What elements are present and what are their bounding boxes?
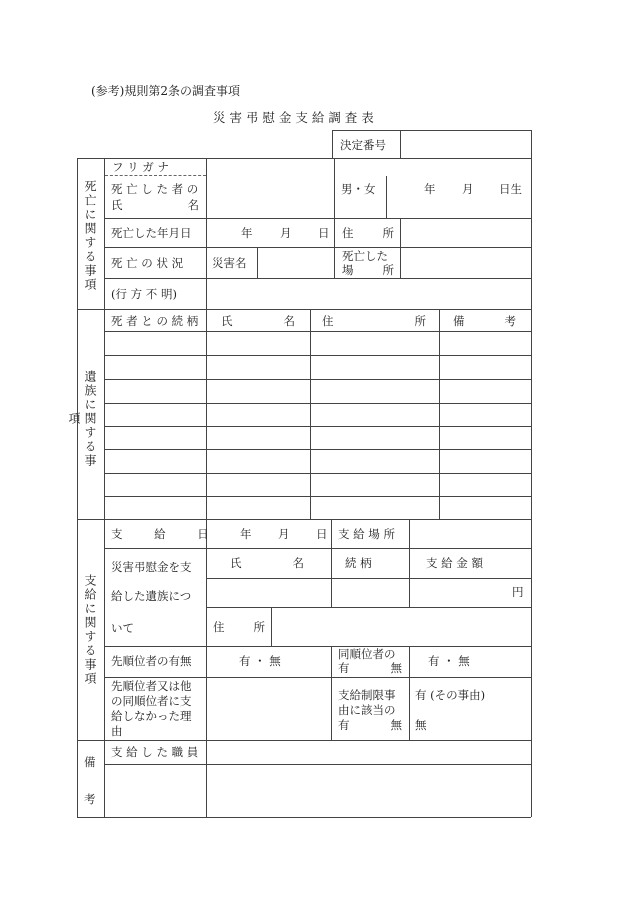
address-label-part: 所 xyxy=(382,226,394,240)
birth-day-label: 日生 xyxy=(499,182,522,196)
same-rank-label: 同順位者の xyxy=(338,647,396,661)
reason-label-2: の同順位者に支 xyxy=(111,694,192,708)
section-family-label: 遺族に関する事項 xyxy=(67,370,97,468)
missing-detail-field[interactable] xyxy=(207,279,530,308)
col-address-part: 住 xyxy=(322,314,334,328)
birth-month-label: 月 xyxy=(462,182,474,196)
bereaved-name-part: 名 xyxy=(292,556,304,570)
yen-unit: 円 xyxy=(512,585,524,599)
bereaved-address-part: 住 xyxy=(213,620,225,634)
remarks-label-2: 考 xyxy=(84,792,96,806)
col-name-part: 名 xyxy=(283,314,295,328)
furigana-label: フ リ ガ ナ xyxy=(112,160,169,174)
name-label-part: 名 xyxy=(187,198,199,212)
payment-date-label xyxy=(111,527,223,541)
col-name-part: 氏 xyxy=(221,314,233,328)
payment-amount-header: 支 給 金 額 xyxy=(426,556,483,570)
col-address-part: 所 xyxy=(414,314,426,328)
reason-field[interactable] xyxy=(207,678,330,739)
bereaved-label-1: 災害弔慰金を支 xyxy=(111,560,192,574)
limit-label-2: 由に該当の xyxy=(338,703,396,717)
death-year-label: 年 xyxy=(241,226,253,240)
disaster-name-field[interactable] xyxy=(258,248,333,277)
payment-place-label: 支 給 場 所 xyxy=(338,527,395,541)
remarks-label-1: 備 xyxy=(84,755,96,769)
place-label-part: 所 xyxy=(382,263,394,277)
section-payment-label: 支給に関する事項 xyxy=(83,573,97,686)
form-title: 災 害 弔 慰 金 支 給 調 査 表 xyxy=(213,110,374,125)
limit-label-part: 無 xyxy=(390,718,402,732)
reason-label-1: 先順位者又は他 xyxy=(111,679,192,693)
same-rank-part: 無 xyxy=(390,661,402,675)
col-relation-header: 死 者 と の 続 柄 xyxy=(111,314,199,328)
remarks-field[interactable] xyxy=(105,765,530,816)
same-rank-selector[interactable]: 有 ・ 無 xyxy=(428,654,470,668)
bereaved-label-2: 給した遺族につ xyxy=(111,589,192,603)
death-date-label: 死亡した年月日 xyxy=(111,226,192,240)
name-label-part: 氏 xyxy=(111,198,123,212)
death-day-label: 日 xyxy=(318,226,330,240)
disaster-name-label: 災害名 xyxy=(212,256,247,270)
col-note-part: 備 xyxy=(453,314,465,328)
death-month-label: 月 xyxy=(280,226,292,240)
bereaved-name-part: 氏 xyxy=(230,556,242,570)
payment-place-field[interactable] xyxy=(410,520,530,547)
bereaved-relation-field[interactable] xyxy=(332,579,408,606)
limit-no-option[interactable]: 無 xyxy=(415,718,427,732)
bereaved-address-field[interactable] xyxy=(272,608,530,645)
limit-label-1: 支給制限事 xyxy=(338,688,396,702)
bereaved-label-3: いて xyxy=(111,621,134,635)
furigana-field[interactable] xyxy=(207,159,333,175)
limit-label-part: 有 xyxy=(338,718,350,732)
staff-field[interactable] xyxy=(207,741,530,763)
reference-note: (参考)規則第2条の調査事項 xyxy=(91,84,240,98)
death-place-label: 死亡した xyxy=(342,249,388,263)
decision-number-label: 決定番号 xyxy=(340,138,386,152)
decision-number-field[interactable] xyxy=(401,131,530,157)
family-rows-area[interactable] xyxy=(105,332,530,518)
col-note-part: 考 xyxy=(504,314,516,328)
reason-label-4: 由 xyxy=(111,724,123,738)
payment-date-text: 支 給 日 xyxy=(111,527,223,541)
staff-label: 支 給 し た 職 員 xyxy=(111,745,199,759)
same-rank-part: 有 xyxy=(338,661,350,675)
death-status-label: 死 亡 の 状 況 xyxy=(111,256,184,270)
section-deceased-label: 死亡に関する事項 xyxy=(83,180,97,292)
prior-rank-selector[interactable]: 有 ・ 無 xyxy=(239,654,281,668)
birth-year-label: 年 xyxy=(424,182,436,196)
place-label-part: 場 xyxy=(342,263,354,277)
limit-yes-option[interactable]: 有 (その事由) xyxy=(415,688,486,702)
address-label-part: 住 xyxy=(342,226,354,240)
pay-year-label: 年 xyxy=(240,527,252,541)
bereaved-relation-header: 続 柄 xyxy=(345,556,372,570)
missing-label: (行 方 不 明) xyxy=(111,287,177,301)
pay-day-label: 日 xyxy=(316,527,328,541)
reason-label-3: 給しなかった理 xyxy=(111,709,192,723)
pay-month-label: 月 xyxy=(278,527,290,541)
prior-rank-label: 先順位者の有無 xyxy=(111,654,192,668)
deceased-name-label: 死 亡 し た 者 の xyxy=(111,182,199,196)
death-place-field[interactable] xyxy=(401,248,530,277)
deceased-address-field[interactable] xyxy=(401,219,530,246)
bereaved-name-field[interactable] xyxy=(207,579,330,606)
bereaved-address-part: 所 xyxy=(253,620,265,634)
sex-selector[interactable]: 男・女 xyxy=(341,182,376,196)
deceased-name-field[interactable] xyxy=(207,176,333,217)
